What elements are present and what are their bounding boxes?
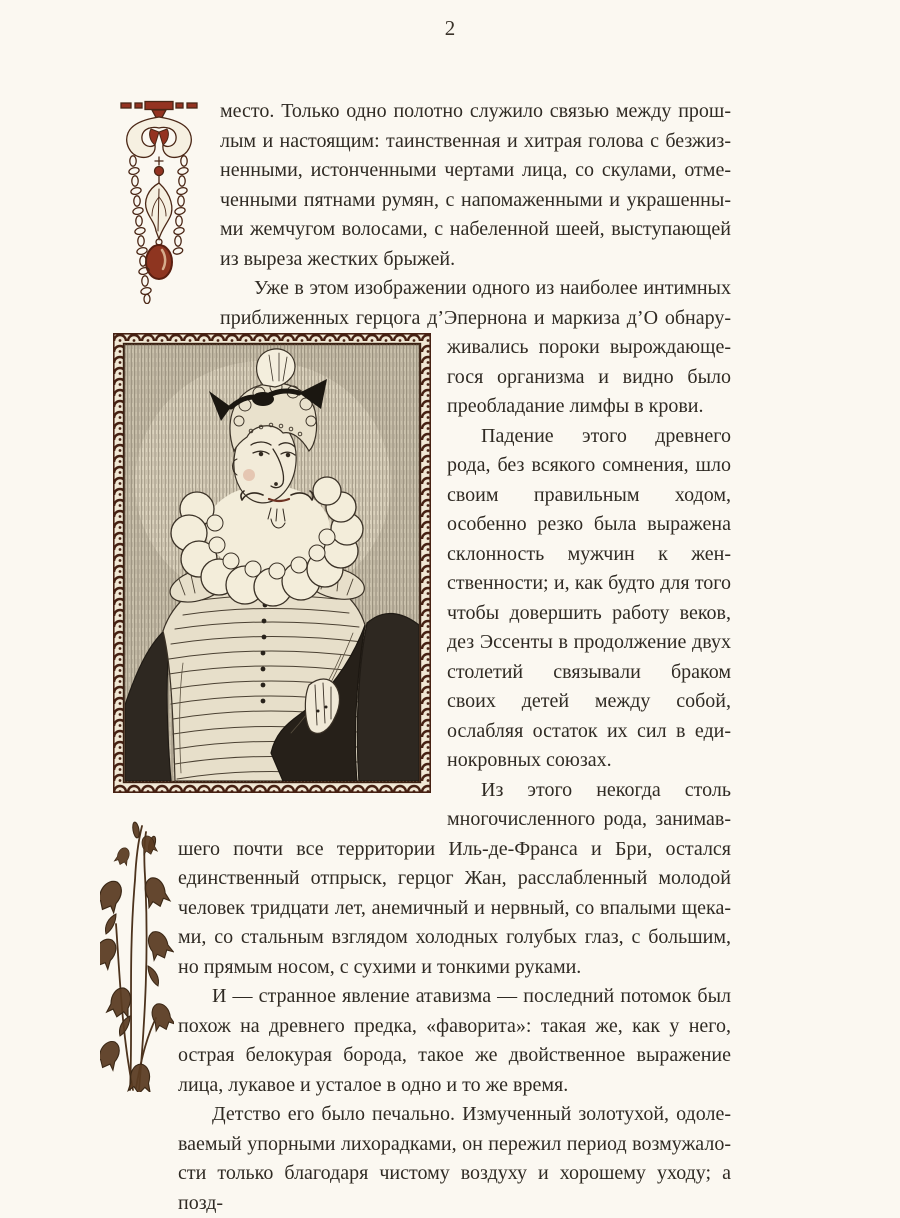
paragraph-text: обнаруживались пороки вырождающегося организма и видно было преобладание лимфы в крови. <box>447 306 732 417</box>
paragraph-text: Уже в этом изображении одного из наиболее интимных приближенных герцога д’Эпернона и маркиза д’О <box>220 277 731 329</box>
pendant-ornament-graphic <box>118 99 200 304</box>
text-column <box>178 97 731 1218</box>
paragraph: Детство его было печально. Измученный золотухой, одолеваемый упорными лихорадками, он пережил период возмужалости только благодаря чистому воздуху и хорошему уходу; а позд- <box>178 1103 731 1214</box>
paragraph: И — странное явление атавизма — последний потомок был похож на древнего предка, «фаворита»: такая же, как у него, острая белокурая борода, такое же двойственное выражение лица, лукавое и усталое в одно и то же время. <box>178 985 731 1096</box>
bellflower-ornament <box>100 820 174 1092</box>
pendant-ornament <box>118 99 200 304</box>
portrait-illustration <box>113 333 431 793</box>
paragraph <box>178 274 731 422</box>
paragraph: Из этого некогда столь многочисленного рода, занимавшего почти все территории Иль-де-Франса и Бри, остался единственный отпрыск, герцог Жан, расслабленный молодой человек тридцати лет, анемичный и нервный, со впалыми щеками, со стальным взглядом холодных голубых глаз, с большим, но прямым носом, с сухими и тонкими руками. <box>178 778 731 978</box>
paragraph <box>178 97 731 274</box>
page-number: 2 <box>444 16 456 40</box>
portrait-engraving-graphic <box>113 333 431 793</box>
bellflower-ornament-graphic <box>100 820 174 1092</box>
paragraph-text: место. Только одно полотно служило связью между прошлым и настоящим: таинственная и хитрая голова с безжизненными, истонченными чертами лица, со скулами, отмеченными пятнами румян, с напомаженными и украшенными жемчугом волосами, с набеленной шеей, выступающей из выреза жестких брыжей. <box>220 100 731 270</box>
paragraph: Падение этого древнего рода, без всякого сомнения, шло своим правильным ходом, особенно резко была выражена склонность мужчин к женственности; и, как будто для того чтобы довершить работу веков, дез Эссенты в продолжение двух столетий связывали браком своих детей между собой, ослабляя остаток их сил в единокровных союзах. <box>447 424 731 771</box>
